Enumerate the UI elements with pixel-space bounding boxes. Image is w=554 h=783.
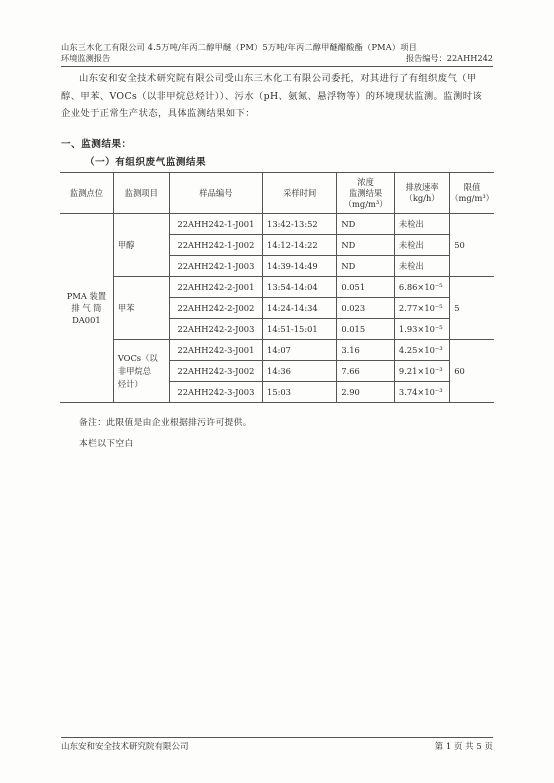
header-emission-rate: 排放速率 （kg/h） <box>394 173 449 214</box>
concentration: ND <box>337 235 395 256</box>
emission-rate: 2.77×10⁻⁵ <box>394 298 449 319</box>
table-row <box>60 340 494 361</box>
item-methanol: 甲醇 <box>113 214 169 277</box>
concentration: 2.90 <box>337 382 395 403</box>
header-project-title: 山东三木化工有限公司 4.5万吨/年丙二醇甲醚（PM）5万吨/年丙二醇甲醚醋酸酯（PMA）项目 <box>61 42 418 52</box>
limit-value: 5 <box>450 277 494 340</box>
concentration: ND <box>337 256 395 277</box>
concentration: 3.16 <box>337 340 395 361</box>
header-sample-id: 样品编号 <box>169 173 262 214</box>
page-footer <box>61 740 493 752</box>
header-report-number: 报告编号：22AHH242 <box>405 53 493 63</box>
header-item: 监测项目 <box>113 173 169 214</box>
table-note: 备注：此限值是由企业根据排污许可提供。 <box>79 418 252 428</box>
emission-rate: 未检出 <box>394 256 449 277</box>
sample-id: 22AHH242-2-J001 <box>169 277 262 298</box>
table-row <box>60 214 494 235</box>
header-divider <box>61 66 493 67</box>
header-sampling-time: 采样时间 <box>263 173 337 214</box>
sampling-time: 14:12-14:22 <box>263 235 337 256</box>
monitoring-results-table <box>60 172 494 403</box>
header-report-type: 环境监测报告 <box>61 53 111 63</box>
sample-id: 22AHH242-2-J002 <box>169 298 262 319</box>
table-header-row <box>60 173 494 214</box>
concentration: 0.015 <box>337 319 395 340</box>
emission-rate: 1.93×10⁻⁵ <box>394 319 449 340</box>
emission-rate: 3.74×10⁻³ <box>394 382 449 403</box>
section-title: 一、监测结果： <box>61 139 132 150</box>
sample-id: 22AHH242-1-J003 <box>169 256 262 277</box>
item-toluene: 甲苯 <box>113 277 169 340</box>
header-point: 监测点位 <box>60 173 113 214</box>
sample-id: 22AHH242-1-J001 <box>169 214 262 235</box>
header-limit: 限值 （mg/m³） <box>450 173 494 214</box>
footer-divider <box>61 737 493 738</box>
limit-value: 50 <box>450 214 494 277</box>
sampling-time: 14:07 <box>263 340 337 361</box>
sampling-time: 14:36 <box>263 361 337 382</box>
monitoring-point-cell: PMA 装置 排 气 筒 DA001 <box>60 214 113 403</box>
page-number: 第 1 页 共 5 页 <box>434 742 493 752</box>
concentration: ND <box>337 214 395 235</box>
sample-id: 22AHH242-2-J003 <box>169 319 262 340</box>
emission-rate: 未检出 <box>394 235 449 256</box>
subsection-title: （一）有组织废气监测结果 <box>85 157 207 168</box>
intro-paragraph: 山东安和安全技术研究院有限公司受山东三木化工有限公司委托，对其进行了有组织废气（甲醇、甲苯、VOCs（以非甲烷总烃计））、污水（pH、氨氮、悬浮物等）的环境现状监测。监测时该企业处于正常生产状态，具体监测结果如下： <box>61 73 483 119</box>
sampling-time: 14:51-15:01 <box>263 319 337 340</box>
footer-organization: 山东安和安全技术研究院有限公司 <box>61 742 189 752</box>
sampling-time: 14:39-14:49 <box>263 256 337 277</box>
blank-below-note: 本栏以下空白 <box>79 439 134 449</box>
sample-id: 22AHH242-3-J003 <box>169 382 262 403</box>
emission-rate: 6.86×10⁻⁵ <box>394 277 449 298</box>
concentration: 7.66 <box>337 361 395 382</box>
item-vocs: VOCs（以 非甲烷总 烃计） <box>113 340 169 403</box>
header-concentration: 浓度 监测结果 （mg/m³） <box>337 173 395 214</box>
sampling-time: 14:24-14:34 <box>263 298 337 319</box>
sample-id: 22AHH242-3-J002 <box>169 361 262 382</box>
page-header <box>61 42 493 64</box>
sample-id: 22AHH242-1-J002 <box>169 235 262 256</box>
sample-id: 22AHH242-3-J001 <box>169 340 262 361</box>
emission-rate: 4.25×10⁻³ <box>394 340 449 361</box>
sampling-time: 13:42-13:52 <box>263 214 337 235</box>
sampling-time: 13:54-14:04 <box>263 277 337 298</box>
concentration: 0.023 <box>337 298 395 319</box>
concentration: 0.051 <box>337 277 395 298</box>
sampling-time: 15:03 <box>263 382 337 403</box>
emission-rate: 9.21×10⁻³ <box>394 361 449 382</box>
limit-value: 60 <box>450 340 494 403</box>
table-row <box>60 277 494 298</box>
emission-rate: 未检出 <box>394 214 449 235</box>
